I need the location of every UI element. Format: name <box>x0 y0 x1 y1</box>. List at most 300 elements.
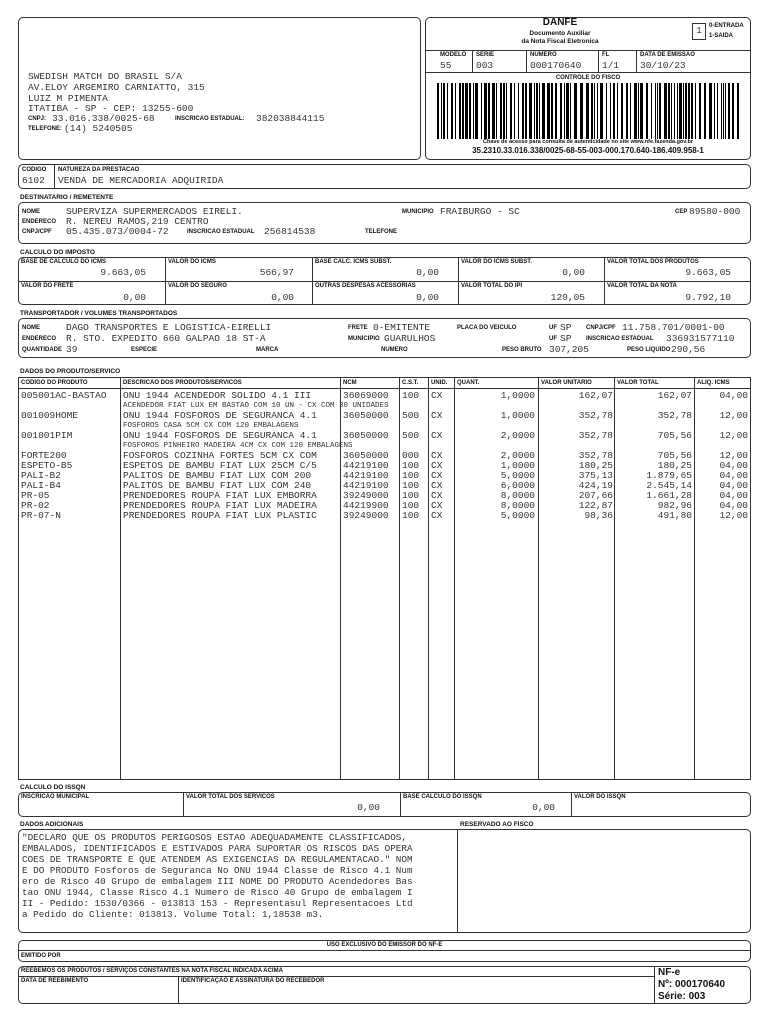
footer-nfe: NF-e <box>658 967 681 978</box>
barcode-bar <box>441 83 442 139</box>
cell-code: PALI-B4 <box>21 481 61 491</box>
carrier-quantidade-label: QUANTIDADE <box>22 347 62 353</box>
total-nota: 9.792,10 <box>685 292 731 303</box>
barcode-bar <box>671 83 672 139</box>
issqn-inscricao-label: INSCRICAO MUNICIPAL <box>21 794 90 800</box>
col-unid: UNID. <box>431 380 448 386</box>
barcode-bar <box>709 83 712 139</box>
emitido-por-label: EMITIDO POR <box>21 953 61 959</box>
barcode-bar <box>704 83 706 139</box>
cell-aliq: 04,00 <box>719 471 748 481</box>
cell-qty: 2,0000 <box>500 451 535 461</box>
cell-total: 2.545,14 <box>646 481 692 491</box>
cell-desc: ONU 1944 FOSFOROS DE SEGURANCA 4.1 <box>123 431 317 441</box>
barcode-bar <box>459 83 461 139</box>
barcode-bar <box>555 83 557 139</box>
carrier-peso-bruto: 307,205 <box>549 344 589 355</box>
valor-icms-label: VALOR DO ICMS <box>168 259 216 265</box>
barcode-bar <box>506 83 507 139</box>
cell-cst: 100 <box>402 481 420 491</box>
nf-type-box: 1 <box>692 23 706 40</box>
base-subst-label: BASE CALC. ICMS SUBST. <box>315 259 392 265</box>
recipient-cnpj: 05.435.073/0004-72 <box>66 226 169 237</box>
table-row <box>18 481 764 491</box>
carrier-ie-label: INSCRICAO ESTADUAL <box>586 336 654 342</box>
carrier-uf-label: UF <box>549 325 557 331</box>
cell-cst: 500 <box>402 431 420 441</box>
cell-total: 1.879,65 <box>646 471 692 481</box>
barcode-bar <box>664 83 667 139</box>
barcode-bar <box>621 83 623 139</box>
cell-total: 982,96 <box>657 501 692 511</box>
barcode-bar <box>536 83 538 139</box>
numero-label: NUMERO <box>530 52 557 58</box>
table-row <box>18 501 764 511</box>
recipient-nome-label: NOME <box>22 209 40 215</box>
cell-aliq: 04,00 <box>719 481 748 491</box>
cell-cst: 100 <box>402 471 420 481</box>
carrier-placa-label: PLACA DO VEICULO <box>457 325 517 331</box>
carrier-municipio: GUARULHOS <box>384 333 436 344</box>
cell-code: PALI-B2 <box>21 471 61 481</box>
barcode-bar <box>586 83 589 139</box>
issuer-name: SWEDISH MATCH DO BRASIL S/A <box>28 71 182 82</box>
carrier-especie-label: ESPECIE <box>131 347 158 353</box>
emissao-label: DATA DE EMISSAO <box>640 52 695 58</box>
cell-code: PR-07-N <box>21 511 61 521</box>
total-produtos: 9.663,05 <box>685 267 731 278</box>
carrier-uf2-label: UF <box>549 336 557 342</box>
barcode-bar <box>668 83 670 139</box>
total-produtos-label: VALOR TOTAL DOS PRODUTOS <box>607 259 699 265</box>
row-detail: FOSFOROS CASA 5CM CX COM 120 EMBALAGENS <box>123 422 299 430</box>
cell-unit: 180,25 <box>578 461 613 471</box>
barcode-bar <box>688 83 690 139</box>
table-row <box>18 471 764 481</box>
carrier-numero-label: NUMERO <box>381 347 408 353</box>
carrier-nome-label: NOME <box>22 325 40 331</box>
barcode-bar <box>547 83 550 139</box>
barcode-bar <box>481 83 482 139</box>
cell-ncm: 36069000 <box>343 391 389 401</box>
cell-unid: CX <box>431 511 443 521</box>
table-row <box>18 461 764 471</box>
table-row <box>18 391 764 401</box>
recipient-nome: SUPERVIZA SUPERMERCADOS EIRELI. <box>66 206 243 217</box>
issuer-cnpj-label: CNPJ: <box>28 116 47 122</box>
cell-code: 001001PIM <box>21 431 73 441</box>
carrier-peso-liquido-label: PESO LIQUIDO <box>627 347 671 353</box>
chave-acesso: 35.2310.33.016.338/0025-68-55-003-000.170.640-186.409.958-1 <box>472 146 704 155</box>
carrier-frete-label: FRETE <box>348 325 368 331</box>
barcode-bar <box>514 83 515 139</box>
ipi-value: 129,05 <box>550 292 585 303</box>
barcode-bar <box>677 83 678 139</box>
table-row <box>18 431 764 441</box>
barcode-bar <box>560 83 562 139</box>
barcode-bar <box>462 83 464 139</box>
cell-aliq: 04,00 <box>719 501 748 511</box>
codigo-value: 6102 <box>22 175 45 186</box>
footer-numero: Nº: 000170640 <box>658 979 726 990</box>
danfe-subtitle-1: Documento Auxiliar <box>529 30 591 37</box>
carrier-cnpj: 11.758.701/0001-00 <box>622 322 725 333</box>
barcode-bar <box>465 83 468 139</box>
col-descricao: DESCRICAO DOS PRODUTOS/SERVICOS <box>123 380 242 386</box>
cell-qty: 1,0000 <box>500 411 535 421</box>
col-unitario: VALOR UNITARIO <box>541 380 592 386</box>
col-aliq: ALIQ. ICMS <box>697 380 730 386</box>
valor-subst: 0,00 <box>562 267 585 278</box>
cell-desc: ESPETOS DE BAMBU FIAT LUX 25CM C/5 <box>123 461 317 471</box>
cell-unit: 424,19 <box>578 481 613 491</box>
cell-desc: ONU 1944 FOSFOROS DE SEGURANCA 4.1 <box>123 411 317 421</box>
cell-code: FORTE200 <box>21 451 67 461</box>
nf-type-saida: 1-SAIDA <box>709 33 734 39</box>
issqn-base: 0,00 <box>532 802 555 813</box>
barcode-bar <box>503 83 505 139</box>
barcode-bar <box>551 83 553 139</box>
row-detail: ACENDEDOR FIAT LUX EM BASTAO COM 10 UN - CX COM 30 UNIDADES <box>123 402 389 410</box>
barcode-bar <box>651 83 652 139</box>
cell-aliq: 12,00 <box>719 451 748 461</box>
cell-aliq: 12,00 <box>719 511 748 521</box>
issqn-servicos: 0,00 <box>357 802 380 813</box>
carrier-ie: 336931577110 <box>666 333 735 344</box>
cell-desc: ONU 1944 ACENDEDOR SOLIDO 4.1 III <box>123 391 312 401</box>
cell-cst: 100 <box>402 391 420 401</box>
cell-unit: 207,66 <box>578 491 613 501</box>
recipient-endereco: R. NEREU RAMOS,219 CENTRO <box>66 216 209 227</box>
controle-fisco-label: CONTROLE DO FISCO <box>555 75 621 81</box>
cell-total: 162,07 <box>657 391 692 401</box>
base-icms: 9.663,05 <box>100 267 146 278</box>
barcode-bar <box>657 83 658 139</box>
issuer-district: LUIZ M PIMENTA <box>28 93 108 104</box>
cell-desc: PRENDEDORES ROUPA FIAT LUX EMBORRA <box>123 491 317 501</box>
fl-label: FL <box>602 52 610 58</box>
barcode-bar <box>613 83 615 139</box>
barcode-bar <box>447 83 448 139</box>
issqn-box <box>18 792 751 817</box>
cell-total: 180,25 <box>657 461 692 471</box>
col-quant: QUANT. <box>457 380 480 386</box>
additional-text <box>22 832 455 930</box>
barcode-bar <box>570 83 571 139</box>
base-icms-label: BASE DE CALCULO DO ICMS <box>21 259 107 265</box>
recebemos-label: REEBEMOS OS PRODUTOS / SERVIÇOS CONSTANTES NA NOTA FISCAL INDICADA ACIMA <box>21 968 283 974</box>
barcode-bar <box>437 83 439 139</box>
barcode-bar <box>539 83 540 139</box>
cell-unid: CX <box>431 491 443 501</box>
col-codigo: CODIGO DO PRODUTO <box>21 380 88 386</box>
barcode-bar <box>469 83 471 139</box>
barcode-bar <box>640 83 643 139</box>
numero-value: 000170640 <box>530 60 582 71</box>
cell-aliq: 12,00 <box>719 411 748 421</box>
valor-icms: 566,97 <box>259 267 294 278</box>
additional-line: COES DE TRANSPORTE E QUE ATENDEM AS EXIGENCIAS DA REGULAMENTACAO." NOM <box>22 854 413 865</box>
cell-ncm: 36050000 <box>343 411 389 421</box>
identificacao-label: IDENTIFICAÇÃO E ASSINATURA DO RECEBEDOR <box>181 978 325 984</box>
barcode-bar <box>522 83 524 139</box>
barcode-bar <box>597 83 598 139</box>
barcode-bar <box>691 83 693 139</box>
reservado-fisco-label: RESERVADO AO FISCO <box>460 821 534 828</box>
modelo-value: 55 <box>440 60 452 71</box>
row-detail: FOSFOROS PINHEIRO MADEIRA 4CM CX COM 120 EMBALAGENS <box>123 442 353 450</box>
cell-code: PR-02 <box>21 501 50 511</box>
carrier-quantidade: 39 <box>66 344 78 355</box>
barcode-bar <box>725 83 726 139</box>
footer-serie: Série: 003 <box>658 991 706 1002</box>
recipient-telefone-label: TELEFONE <box>365 229 398 235</box>
barcode-bar <box>655 83 656 139</box>
additional-line: EMBALADOS, IDENTIFICADOS E ESTIVADOS PARA SUPORTAR OS RISCOS DAS OPERA <box>22 843 413 854</box>
barcode-bar <box>728 83 730 139</box>
barcode-bar <box>683 83 684 139</box>
issqn-valor-label: VALOR DO ISSQN <box>574 794 626 800</box>
cell-cst: 100 <box>402 511 420 521</box>
cell-unid: CX <box>431 411 443 421</box>
barcode-bar <box>473 83 474 139</box>
cell-ncm: 44219100 <box>343 481 389 491</box>
table-row <box>18 451 764 461</box>
cell-aliq: 04,00 <box>719 461 748 471</box>
barcode-bar <box>737 83 739 139</box>
cell-aliq: 12,00 <box>719 431 748 441</box>
additional-line: tao ONU 1944, Classe Risco 4.1 Numero de Risco 40 Grupo de embalagem I <box>22 887 413 898</box>
ipi-label: VALOR TOTAL DO IPI <box>461 283 523 289</box>
barcode-bar <box>496 83 497 139</box>
cell-cst: 500 <box>402 411 420 421</box>
carrier-peso-bruto-label: PESO BRUTO <box>502 347 542 353</box>
cell-ncm: 36050000 <box>343 431 389 441</box>
emissao-value: 30/10/23 <box>640 60 686 71</box>
barcode-bar <box>525 83 527 139</box>
barcode-bar <box>451 83 453 139</box>
barcode-bar <box>717 83 718 139</box>
carrier-cnpj-label: CNPJ/CPF <box>586 325 616 331</box>
barcode-bar <box>534 83 535 139</box>
cell-total: 1.661,28 <box>646 491 692 501</box>
barcode-bar <box>488 83 490 139</box>
cell-unid: CX <box>431 481 443 491</box>
chave-text: Chave de acesso para consulta de autenticidade no site www.nfe.fazenda.gov.br <box>483 139 693 145</box>
cell-unid: CX <box>431 471 443 481</box>
cell-unit: 352,78 <box>578 411 613 421</box>
cell-ncm: 44219100 <box>343 461 389 471</box>
barcode-bar <box>492 83 495 139</box>
seguro-value: 0,00 <box>271 292 294 303</box>
barcode-bar <box>564 83 565 139</box>
cell-cst: 100 <box>402 491 420 501</box>
barcode-bar <box>659 83 661 139</box>
natureza-label: NATUREZA DA PRESTACAO <box>58 167 140 173</box>
issqn-base-label: BASE CALCULO DO ISSQN <box>403 794 482 800</box>
cell-ncm: 44219100 <box>343 471 389 481</box>
taxes-section-title: CALCULO DO IMPOSTO <box>20 249 95 256</box>
barcode-bar <box>714 83 715 139</box>
nf-type-entrada: 0-ENTRADA <box>709 23 744 29</box>
issqn-section-title: CALCULO DO ISSQN <box>20 784 86 791</box>
base-subst: 0,00 <box>416 267 439 278</box>
col-cst: C.S.T. <box>402 380 419 386</box>
barcode-bar <box>721 83 722 139</box>
cell-unit: 98,36 <box>584 511 613 521</box>
barcode-bar <box>475 83 478 139</box>
total-nota-label: VALOR TOTAL DA NOTA <box>607 283 677 289</box>
cell-qty: 1,0000 <box>500 391 535 401</box>
cell-ncm: 39249000 <box>343 491 389 501</box>
uso-exclusivo-label: USO EXCLUSIVO DO EMISSOR DO NF-E <box>326 942 443 948</box>
barcode-bar <box>646 83 648 139</box>
carrier-uf2: SP <box>560 333 572 344</box>
barcode <box>437 83 739 139</box>
barcode-bar <box>566 83 569 139</box>
barcode-bar <box>638 83 639 139</box>
cell-qty: 2,0000 <box>500 431 535 441</box>
codigo-label: CODIGO <box>22 167 47 173</box>
barcode-bar <box>699 83 701 139</box>
cell-qty: 1,0000 <box>500 461 535 471</box>
carrier-section-title: TRANSPORTADOR / VOLUMES TRANSPORTADOS <box>20 310 178 317</box>
barcode-bar <box>600 83 603 139</box>
cell-cst: 100 <box>402 501 420 511</box>
cell-desc: PALITOS DE BAMBU FIAT LUX COM 240 <box>123 481 312 491</box>
cell-unit: 352,78 <box>578 431 613 441</box>
barcode-bar <box>591 83 593 139</box>
cell-unit: 352,78 <box>578 451 613 461</box>
barcode-bar <box>542 83 545 139</box>
outras-value: 0,00 <box>416 292 439 303</box>
issqn-servicos-label: VALOR TOTAL DOS SERVICOS <box>186 794 275 800</box>
recipient-cep-label: CEP <box>675 209 688 215</box>
frete-value: 0,00 <box>123 292 146 303</box>
cell-ncm: 36050000 <box>343 451 389 461</box>
cell-cst: 100 <box>402 461 420 471</box>
barcode-bar <box>685 83 687 139</box>
cell-unit: 122,87 <box>578 501 613 511</box>
carrier-uf: SP <box>560 322 572 333</box>
table-row <box>18 411 764 421</box>
cell-unid: CX <box>431 501 443 511</box>
cell-aliq: 04,00 <box>719 391 748 401</box>
cell-ncm: 44219900 <box>343 501 389 511</box>
recipient-section-title: DESTINATARIO / REMETENTE <box>20 194 114 201</box>
barcode-bar <box>630 83 631 139</box>
additional-line: E DO PRODUTO Fosforos de Seguranca No ONU 1944 Classe de Risco 4.1 Num <box>22 865 413 876</box>
barcode-bar <box>617 83 618 139</box>
cell-total: 705,56 <box>657 431 692 441</box>
seguro-label: VALOR DO SEGURO <box>168 283 227 289</box>
issuer-cnpj: 33.016.338/0025-68 <box>52 113 155 124</box>
additional-line: "DECLARO QUE OS PRODUTOS PERIGOSOS ESTAO ADEQUADAMENTE CLASSIFICADOS, <box>22 832 407 843</box>
barcode-bar <box>732 83 734 139</box>
products-section-title: DADOS DO PRODUTO/SERVICO <box>20 368 121 375</box>
issuer-ie-label: INSCRICAO ESTADUAL: <box>175 116 245 122</box>
cell-total: 705,56 <box>657 451 692 461</box>
cell-qty: 5,0000 <box>500 511 535 521</box>
cell-code: 005001AC-BASTAO <box>21 391 107 401</box>
barcode-bar <box>606 83 607 139</box>
recipient-endereco-label: ENDERECO <box>22 219 57 225</box>
issuer-address: AV.ELOY ARGEMIRO CARNIATTO, 315 <box>28 82 205 93</box>
table-row <box>18 491 764 501</box>
cell-unid: CX <box>431 461 443 471</box>
barcode-bar <box>529 83 532 139</box>
serie-value: 003 <box>476 60 494 71</box>
recipient-cnpj-label: CNPJ/CPF <box>22 229 52 235</box>
recipient-cep: 89580-000 <box>689 206 741 217</box>
product-rows <box>18 391 751 776</box>
carrier-marca-label: MARCA <box>256 347 279 353</box>
barcode-bar <box>594 83 595 139</box>
barcode-bar <box>695 83 696 139</box>
cell-desc: PALITOS DE BAMBU FIAT LUX COM 200 <box>123 471 312 481</box>
additional-line: II - Pedido: 1530/0366 - 013813 153 - Representasul Representacoes Ltd <box>22 898 413 909</box>
cell-desc: PRENDEDORES ROUPA FIAT LUX MADEIRA <box>123 501 317 511</box>
cell-ncm: 39249000 <box>343 511 389 521</box>
barcode-bar <box>510 83 512 139</box>
barcode-bar <box>484 83 487 139</box>
barcode-bar <box>626 83 628 139</box>
carrier-endereco-label: ENDERECO <box>22 336 57 342</box>
cell-unid: CX <box>431 431 443 441</box>
valor-subst-label: VALOR DO ICMS SUBST. <box>461 259 532 265</box>
cell-code: PR-05 <box>21 491 50 501</box>
barcode-bar <box>580 83 583 139</box>
carrier-municipio-label: MUNICIPIO <box>348 336 380 342</box>
frete-label: VALOR DO FRETE <box>21 283 74 289</box>
barcode-bar <box>455 83 456 139</box>
barcode-bar <box>443 83 445 139</box>
outras-label: OUTRAS DESPESAS ACESSORIAS <box>315 283 416 289</box>
cell-qty: 6,0000 <box>500 481 535 491</box>
cell-desc: PRENDEDORES ROUPA FIAT LUX PLASTIC <box>123 511 317 521</box>
barcode-bar <box>679 83 682 139</box>
additional-section-title: DADOS ADICIONAIS <box>20 821 84 828</box>
cell-qty: 5,0000 <box>500 471 535 481</box>
cell-unit: 162,07 <box>578 391 613 401</box>
cell-qty: 8,0000 <box>500 501 535 511</box>
cell-total: 491,80 <box>657 511 692 521</box>
cell-unid: CX <box>431 391 443 401</box>
modelo-label: MODELO <box>440 52 467 58</box>
recipient-ie: 256814538 <box>264 226 316 237</box>
cell-code: ESPETO-B5 <box>21 461 73 471</box>
cell-aliq: 04,00 <box>719 491 748 501</box>
issuer-phone-label: TELEFONE: <box>28 126 62 132</box>
natureza-value: VENDA DE MERCADORIA ADQUIRIDA <box>58 175 224 186</box>
cell-cst: 000 <box>402 451 420 461</box>
additional-line: a Pedido do Cliente: 013813. Volume Total: 1,18538 m3. <box>22 909 324 920</box>
carrier-peso-liquido: 290,56 <box>671 344 706 355</box>
carrier-frete: 0-EMITENTE <box>373 322 431 333</box>
barcode-bar <box>518 83 519 139</box>
additional-line: ero de Risco 40 Grupo de embalagem III NOME DO PRODUTO Acendedores Bas <box>22 876 413 887</box>
recipient-ie-label: INSCRICAO ESTADUAL <box>187 229 255 235</box>
data-recebimento-label: DATA DE REEBIMENTO <box>21 978 89 984</box>
issuer-city: ITATIBA - SP - CEP: 13255-600 <box>28 103 194 114</box>
cell-unit: 375,13 <box>578 471 613 481</box>
barcode-bar <box>634 83 637 139</box>
cell-code: 001009HOME <box>21 411 79 421</box>
cell-qty: 8,0000 <box>500 491 535 501</box>
cell-unid: CX <box>431 451 443 461</box>
cell-total: 352,78 <box>657 411 692 421</box>
cell-desc: FOSFOROS COZINHA FORTES 5CM CX COM <box>123 451 317 461</box>
